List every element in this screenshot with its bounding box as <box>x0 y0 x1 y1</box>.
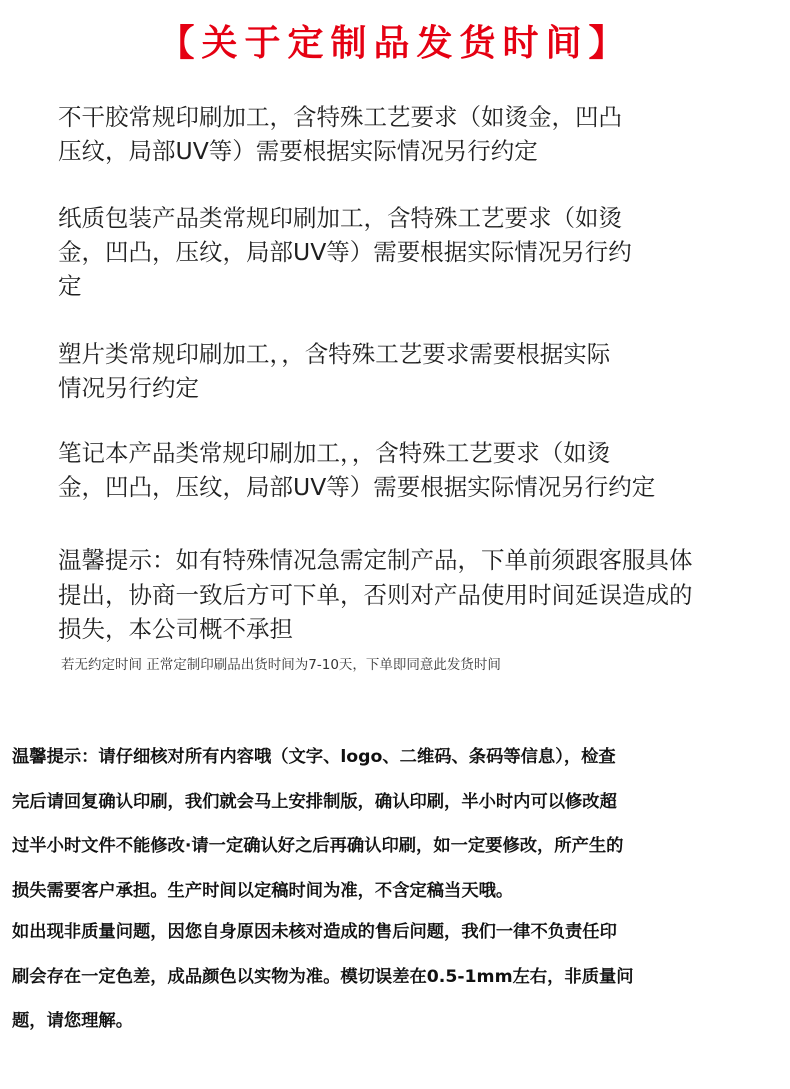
notice-line: 刷会存在一定色差，成品颜色以实物为准。模切误差在0.5-1mm左右，非质量问 <box>12 966 634 987</box>
paragraph-line: 笔记本产品类常规印刷加工，，含特殊工艺要求（如烫 <box>58 439 611 467</box>
paragraph-line: 不干胶常规印刷加工，含特殊工艺要求（如烫金，凹凸 <box>58 103 622 131</box>
notice-line: 完后请回复确认印刷，我们就会马上安排制版，确认印刷，半小时内可以修改超 <box>12 791 617 812</box>
paragraph-line: 情况另行约定 <box>58 374 199 402</box>
notice-line: 温馨提示：请仔细核对所有内容哦（文字、logo、二维码、条码等信息），检查 <box>12 747 616 767</box>
notice-line: 题，请您理解。 <box>12 1011 133 1032</box>
paragraph-line: 金，凹凸，压纹，局部UV等）需要根据实际情况另行约 <box>58 238 632 266</box>
paragraph-plastic-sheet <box>58 337 758 405</box>
paragraph-notebook <box>58 436 758 504</box>
paragraph-urgent-tip <box>58 543 758 647</box>
page-title: 【关于定制品发货时间】 <box>158 23 632 64</box>
paragraph-sticker-printing <box>58 100 758 168</box>
notice-line: 如出现非质量问题，因您自身原因未核对造成的售后问题，我们一律不负责任印 <box>12 922 617 942</box>
notice-line: 过半小时文件不能修改·请一定确认好之后再确认印刷，如一定要修改，所产生的 <box>12 836 624 857</box>
paragraph-paper-packaging <box>58 201 758 303</box>
notice-line: 损失需要客户承担。生产时间以定稿时间为准，不含定稿当天哦。 <box>12 880 514 901</box>
paragraph-line: 塑片类常规印刷加工，，含特殊工艺要求需要根据实际 <box>58 340 611 368</box>
paragraph-line: 损失，本公司概不承担 <box>58 615 293 643</box>
paragraph-line: 纸质包装产品类常规印刷加工，含特殊工艺要求（如烫 <box>58 204 622 232</box>
paragraph-line: 金，凹凸，压纹，局部UV等）需要根据实际情况另行约定 <box>58 473 656 501</box>
after-sales-notice <box>12 910 787 1044</box>
paragraph-line: 提出，协商一致后方可下单，否则对产品使用时间延误造成的 <box>58 580 693 609</box>
proofreading-notice <box>12 735 787 913</box>
delivery-time-note: 若无约定时间 正常定制印刷品出货时间为7-10天，下单即同意此发货时间 <box>61 657 501 673</box>
paragraph-line: 压纹，局部UV等）需要根据实际情况另行约定 <box>58 137 538 165</box>
paragraph-line: 定 <box>58 272 82 300</box>
paragraph-line: 温馨提示：如有特殊情况急需定制产品，下单前须跟客服具体 <box>58 546 693 574</box>
